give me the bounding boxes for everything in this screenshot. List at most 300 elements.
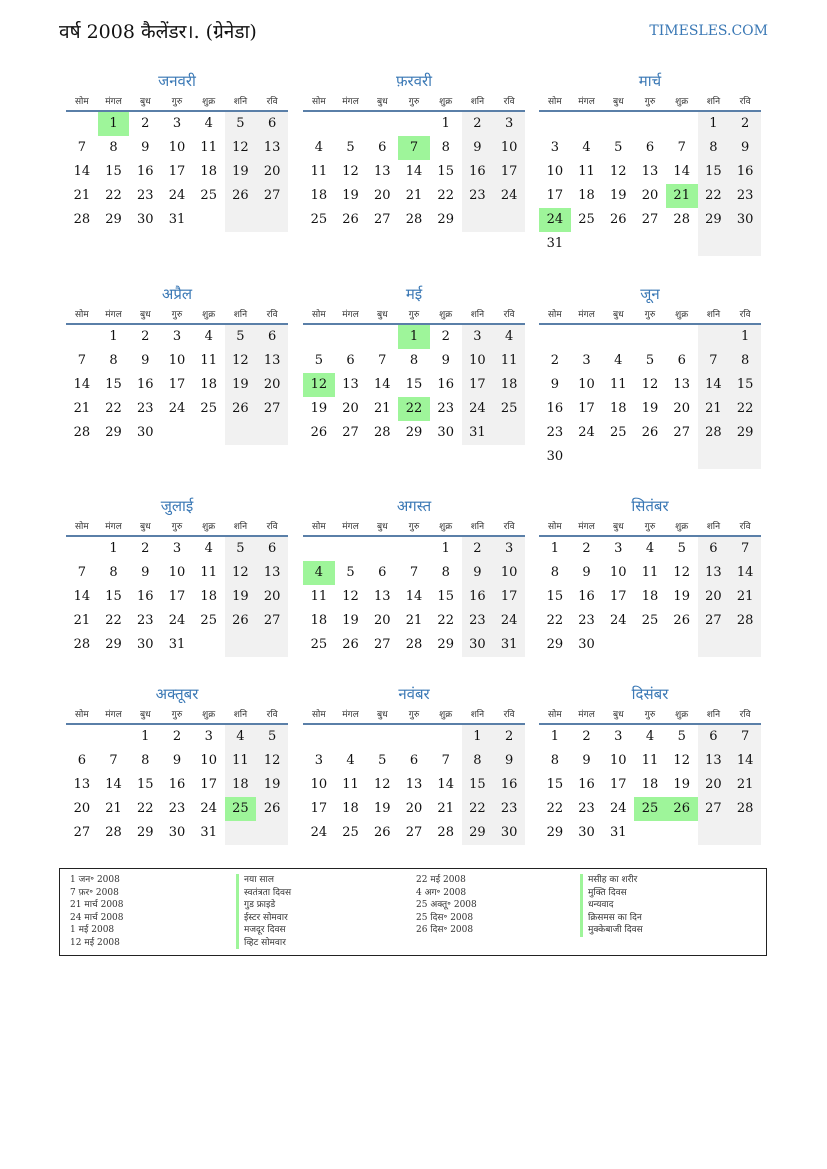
day-cell: 28 xyxy=(729,797,761,821)
day-cell: 9 xyxy=(582,565,591,580)
weekday-label: मंगल xyxy=(578,710,595,720)
empty-cell xyxy=(303,325,335,349)
day-cell: 14 xyxy=(698,373,730,397)
day-cell: 26 xyxy=(256,797,288,821)
month-name: दिसंबर xyxy=(631,685,669,703)
empty-cell xyxy=(193,208,225,232)
weekday-label: शनि xyxy=(706,310,721,320)
weekday-label: शनि xyxy=(233,522,248,532)
legend-entry: क्रिसमस का दिन xyxy=(580,912,643,925)
day-cell: 12 xyxy=(303,373,335,397)
weekday-header xyxy=(66,94,288,112)
empty-cell xyxy=(602,325,634,349)
weekday-label: गुरु xyxy=(644,710,656,720)
weekday-label: मंगल xyxy=(578,522,595,532)
weekday-label: सोम xyxy=(311,97,326,107)
weekday-header xyxy=(66,707,288,725)
day-cell: 28 xyxy=(405,637,423,652)
day-cell: 26 xyxy=(610,212,627,227)
day-cell: 28 xyxy=(673,212,690,227)
day-cell: 19 xyxy=(225,373,257,397)
empty-cell xyxy=(698,232,730,256)
weekday-label: सोम xyxy=(74,97,89,107)
weekday-label: शुक्र xyxy=(439,310,453,320)
legend-entry: मुक्ति दिवस xyxy=(580,887,643,900)
day-cell: 16 xyxy=(493,773,525,797)
day-cell: 16 xyxy=(462,585,494,609)
day-cell: 10 xyxy=(546,164,564,179)
day-cell: 24 xyxy=(168,401,186,416)
day-cell: 22 xyxy=(137,801,154,816)
day-cell: 1 xyxy=(550,729,559,744)
weekday-label: गुरु xyxy=(644,97,656,107)
day-cell: 20 xyxy=(256,585,288,609)
day-cell: 3 xyxy=(172,541,182,556)
empty-cell xyxy=(335,537,367,561)
empty-cell xyxy=(256,821,288,845)
day-cell: 13 xyxy=(698,749,730,773)
day-cell: 16 xyxy=(168,777,186,792)
empty-cell xyxy=(256,421,288,445)
legend-entry: व्हिट सोमवार xyxy=(236,937,291,950)
day-cell: 8 xyxy=(441,140,450,155)
day-cell: 15 xyxy=(105,589,122,604)
day-cell: 18 xyxy=(200,377,217,392)
day-cell: 3 xyxy=(314,753,323,768)
month-block xyxy=(66,497,288,657)
day-cell: 29 xyxy=(462,821,494,845)
day-cell: 29 xyxy=(546,825,564,840)
day-cell: 12 xyxy=(641,377,659,392)
day-cell: 10 xyxy=(168,565,186,580)
day-cell: 5 xyxy=(614,140,623,155)
day-cell: 5 xyxy=(346,565,355,580)
day-cell: 23 xyxy=(729,184,761,208)
weekday-label: शनि xyxy=(706,522,721,532)
day-cell: 17 xyxy=(578,401,595,416)
month-block xyxy=(303,497,525,657)
weekday-label: बुध xyxy=(612,522,624,532)
day-cell: 19 xyxy=(374,801,391,816)
weekday-label: रवि xyxy=(739,310,751,320)
day-cell: 13 xyxy=(698,561,730,585)
day-cell: 28 xyxy=(374,425,391,440)
legend-dates-right xyxy=(416,874,477,937)
day-cell: 18 xyxy=(342,801,359,816)
weekday-label: रवि xyxy=(266,310,278,320)
weekday-label: मंगल xyxy=(105,97,122,107)
day-cell: 21 xyxy=(729,773,761,797)
day-cell: 15 xyxy=(546,777,564,792)
legend-entry: 25 दिस॰ 2008 xyxy=(416,912,474,923)
legend-entry: मजदूर दिवस xyxy=(236,924,291,937)
day-cell: 30 xyxy=(137,212,154,227)
day-cell: 1 xyxy=(698,112,730,136)
day-cell: 27 xyxy=(73,825,91,840)
weekday-label: बुध xyxy=(376,522,388,532)
day-cell: 4 xyxy=(204,329,213,344)
day-cell: 12 xyxy=(342,164,359,179)
day-cell: 18 xyxy=(641,777,659,792)
day-cell: 22 xyxy=(105,613,122,628)
month-name: नवंबर xyxy=(398,685,430,703)
legend-entry: गुड फ्राइडे xyxy=(236,899,291,912)
day-cell: 22 xyxy=(698,184,730,208)
day-cell: 25 xyxy=(578,212,595,227)
day-cell: 22 xyxy=(546,613,564,628)
empty-cell xyxy=(256,633,288,657)
day-cell: 26 xyxy=(310,425,328,440)
day-cell: 20 xyxy=(698,585,730,609)
day-cell: 29 xyxy=(105,425,122,440)
day-cell: 11 xyxy=(493,349,525,373)
weekday-label: मंगल xyxy=(105,310,122,320)
day-cell: 13 xyxy=(73,777,91,792)
day-cell: 12 xyxy=(610,164,627,179)
weekday-label: सोम xyxy=(311,710,326,720)
day-cell: 4 xyxy=(582,140,591,155)
day-cell: 2 xyxy=(582,729,591,744)
day-cell: 16 xyxy=(137,164,154,179)
weekday-label: मंगल xyxy=(342,522,359,532)
weekday-label: सोम xyxy=(547,97,562,107)
day-cell: 27 xyxy=(342,425,359,440)
month-name: जुलाई xyxy=(160,497,194,515)
day-cell: 10 xyxy=(610,565,627,580)
day-cell: 26 xyxy=(666,797,698,821)
day-cell: 28 xyxy=(729,609,761,633)
day-grid xyxy=(303,725,525,845)
weekday-label: गुरु xyxy=(408,522,420,532)
day-cell: 19 xyxy=(256,773,288,797)
day-cell: 5 xyxy=(314,353,323,368)
day-cell: 18 xyxy=(493,373,525,397)
day-cell: 12 xyxy=(673,753,690,768)
day-cell: 6 xyxy=(256,112,288,136)
day-cell: 23 xyxy=(493,797,525,821)
empty-cell xyxy=(666,325,698,349)
day-cell: 3 xyxy=(614,729,623,744)
day-cell: 19 xyxy=(342,613,359,628)
day-cell: 5 xyxy=(378,753,387,768)
day-cell: 13 xyxy=(374,589,391,604)
day-cell: 15 xyxy=(729,373,761,397)
weekday-label: रवि xyxy=(266,97,278,107)
weekday-label: रवि xyxy=(503,522,515,532)
empty-cell xyxy=(698,325,730,349)
empty-cell xyxy=(161,421,193,445)
day-cell: 7 xyxy=(441,753,450,768)
day-cell: 10 xyxy=(168,140,186,155)
day-cell: 17 xyxy=(168,377,186,392)
empty-cell xyxy=(225,421,257,445)
day-cell: 23 xyxy=(437,401,454,416)
day-cell: 24 xyxy=(610,613,627,628)
day-grid xyxy=(66,325,288,445)
day-cell: 29 xyxy=(698,208,730,232)
legend-entry: 21 मार्च 2008 xyxy=(70,900,124,910)
empty-cell xyxy=(366,537,398,561)
day-cell: 4 xyxy=(314,140,323,155)
day-cell: 5 xyxy=(346,140,355,155)
empty-cell xyxy=(666,821,698,845)
empty-cell xyxy=(539,325,571,349)
day-cell: 22 xyxy=(105,188,122,203)
empty-cell xyxy=(571,232,603,256)
day-cell: 15 xyxy=(546,589,564,604)
day-cell: 15 xyxy=(137,777,154,792)
empty-cell xyxy=(430,725,462,749)
weekday-label: शुक्र xyxy=(202,97,216,107)
site-link[interactable]: TIMESLES.COM xyxy=(649,23,768,39)
day-cell: 1 xyxy=(729,325,761,349)
day-cell: 30 xyxy=(437,425,454,440)
weekday-header xyxy=(303,707,525,725)
day-cell: 3 xyxy=(582,353,591,368)
day-cell: 29 xyxy=(437,212,454,227)
day-cell: 14 xyxy=(673,164,690,179)
day-cell: 4 xyxy=(614,353,623,368)
day-cell: 18 xyxy=(310,613,328,628)
day-cell: 31 xyxy=(200,825,217,840)
day-cell: 31 xyxy=(610,825,627,840)
day-cell: 23 xyxy=(137,401,154,416)
day-cell: 31 xyxy=(546,236,564,251)
month-block xyxy=(66,285,288,445)
day-cell: 21 xyxy=(73,401,91,416)
empty-cell xyxy=(634,821,666,845)
day-cell: 20 xyxy=(256,373,288,397)
legend-entry: धन्यवाद xyxy=(580,899,643,912)
empty-cell xyxy=(256,208,288,232)
weekday-header xyxy=(66,519,288,537)
day-cell: 8 xyxy=(109,353,118,368)
day-cell: 27 xyxy=(405,825,423,840)
day-cell: 9 xyxy=(493,749,525,773)
day-cell: 9 xyxy=(462,136,494,160)
empty-cell xyxy=(462,208,494,232)
weekday-label: शनि xyxy=(470,710,485,720)
day-cell: 24 xyxy=(200,801,217,816)
day-cell: 25 xyxy=(225,797,257,821)
day-cell: 11 xyxy=(200,565,217,580)
day-cell: 9 xyxy=(141,140,150,155)
day-cell: 4 xyxy=(493,325,525,349)
day-cell: 9 xyxy=(462,561,494,585)
empty-cell xyxy=(729,633,761,657)
day-cell: 28 xyxy=(405,212,423,227)
month-name: फ़रवरी xyxy=(395,72,433,90)
empty-cell xyxy=(666,112,698,136)
day-cell: 18 xyxy=(200,164,217,179)
day-cell: 23 xyxy=(546,425,564,440)
day-cell: 7 xyxy=(77,565,86,580)
day-cell: 9 xyxy=(141,353,150,368)
day-cell: 18 xyxy=(610,401,627,416)
day-cell: 20 xyxy=(342,401,359,416)
day-cell: 17 xyxy=(462,373,494,397)
day-cell: 2 xyxy=(729,112,761,136)
weekday-label: शुक्र xyxy=(202,310,216,320)
day-cell: 20 xyxy=(698,773,730,797)
day-cell: 21 xyxy=(405,613,423,628)
day-cell: 8 xyxy=(698,136,730,160)
holiday-legend xyxy=(59,868,767,956)
day-cell: 5 xyxy=(225,537,257,561)
day-cell: 11 xyxy=(225,749,257,773)
day-cell: 25 xyxy=(200,188,217,203)
day-cell: 3 xyxy=(550,140,559,155)
day-cell: 11 xyxy=(641,565,659,580)
empty-cell xyxy=(698,821,730,845)
day-cell: 22 xyxy=(398,397,430,421)
day-grid xyxy=(539,325,761,469)
day-cell: 27 xyxy=(641,212,659,227)
day-cell: 10 xyxy=(168,353,186,368)
day-cell: 29 xyxy=(105,212,122,227)
day-cell: 7 xyxy=(109,753,118,768)
empty-cell xyxy=(366,112,398,136)
weekday-label: गुरु xyxy=(171,97,183,107)
day-cell: 19 xyxy=(225,585,257,609)
day-cell: 17 xyxy=(493,160,525,184)
day-cell: 27 xyxy=(256,397,288,421)
legend-entry: मसीह का शरीर xyxy=(580,874,643,887)
weekday-label: मंगल xyxy=(578,310,595,320)
day-cell: 18 xyxy=(200,589,217,604)
weekday-label: शनि xyxy=(233,710,248,720)
empty-cell xyxy=(571,325,603,349)
day-cell: 26 xyxy=(225,397,257,421)
month-block xyxy=(303,285,525,445)
day-cell: 30 xyxy=(168,825,186,840)
day-cell: 14 xyxy=(73,377,91,392)
day-grid xyxy=(539,112,761,256)
day-cell: 23 xyxy=(462,184,494,208)
weekday-header xyxy=(539,307,761,325)
day-cell: 1 xyxy=(398,325,430,349)
empty-cell xyxy=(193,633,225,657)
day-cell: 19 xyxy=(310,401,328,416)
empty-cell xyxy=(98,725,130,749)
day-cell: 21 xyxy=(405,188,423,203)
day-cell: 15 xyxy=(462,773,494,797)
day-cell: 28 xyxy=(698,421,730,445)
day-cell: 4 xyxy=(346,753,355,768)
weekday-label: शुक्र xyxy=(675,97,689,107)
weekday-label: गुरु xyxy=(408,710,420,720)
day-cell: 5 xyxy=(677,729,686,744)
empty-cell xyxy=(303,112,335,136)
legend-entry: 7 फ़र॰ 2008 xyxy=(70,887,119,898)
day-cell: 27 xyxy=(256,184,288,208)
day-cell: 3 xyxy=(462,325,494,349)
day-cell: 31 xyxy=(168,637,186,652)
weekday-label: शुक्र xyxy=(675,310,689,320)
day-cell: 22 xyxy=(437,188,454,203)
legend-entry: 26 दिस॰ 2008 xyxy=(416,925,474,935)
day-cell: 6 xyxy=(409,753,419,768)
empty-cell xyxy=(634,445,666,469)
weekday-label: बुध xyxy=(612,710,624,720)
month-block xyxy=(303,685,525,845)
weekday-label: शुक्र xyxy=(439,97,453,107)
day-cell: 29 xyxy=(137,825,154,840)
legend-entry: 4 अग॰ 2008 xyxy=(416,887,467,898)
legend-entry: 22 मई 2008 xyxy=(416,875,466,885)
day-cell: 19 xyxy=(673,589,690,604)
day-cell: 26 xyxy=(673,613,690,628)
empty-cell xyxy=(666,633,698,657)
day-cell: 25 xyxy=(493,397,525,421)
day-cell: 14 xyxy=(437,777,454,792)
day-cell: 8 xyxy=(141,753,150,768)
weekday-header xyxy=(539,94,761,112)
day-cell: 20 xyxy=(673,401,690,416)
day-cell: 24 xyxy=(578,425,595,440)
empty-cell xyxy=(698,633,730,657)
weekday-label: शनि xyxy=(706,97,721,107)
day-cell: 13 xyxy=(342,377,359,392)
day-cell: 2 xyxy=(441,329,450,344)
day-cell: 26 xyxy=(641,425,659,440)
day-cell: 7 xyxy=(398,136,430,160)
day-cell: 4 xyxy=(645,541,655,556)
day-cell: 30 xyxy=(729,208,761,232)
weekday-label: शनि xyxy=(233,310,248,320)
day-cell: 16 xyxy=(462,160,494,184)
day-cell: 10 xyxy=(200,753,217,768)
day-cell: 5 xyxy=(677,541,686,556)
month-name: अप्रैल xyxy=(161,285,193,303)
empty-cell xyxy=(729,821,761,845)
empty-cell xyxy=(493,208,525,232)
day-cell: 8 xyxy=(109,140,118,155)
day-cell: 21 xyxy=(73,188,91,203)
day-cell: 30 xyxy=(137,425,154,440)
legend-entry: 24 मार्च 2008 xyxy=(70,912,124,923)
day-cell: 3 xyxy=(172,116,182,131)
empty-cell xyxy=(193,421,225,445)
month-name: अगस्त xyxy=(396,497,432,515)
day-cell: 5 xyxy=(645,353,655,368)
day-cell: 14 xyxy=(729,749,761,773)
day-grid xyxy=(66,725,288,845)
day-cell: 18 xyxy=(310,188,328,203)
day-cell: 14 xyxy=(405,589,423,604)
day-cell: 25 xyxy=(200,613,217,628)
day-cell: 23 xyxy=(137,613,154,628)
month-name: जनवरी xyxy=(158,72,196,90)
day-cell: 12 xyxy=(673,565,690,580)
weekday-label: गुरु xyxy=(171,522,183,532)
day-cell: 13 xyxy=(256,561,288,585)
weekday-label: रवि xyxy=(739,522,751,532)
day-cell: 2 xyxy=(141,329,150,344)
day-grid xyxy=(303,112,525,232)
day-cell: 7 xyxy=(729,537,761,561)
day-cell: 20 xyxy=(405,801,423,816)
empty-cell xyxy=(225,633,257,657)
day-cell: 18 xyxy=(225,773,257,797)
month-block xyxy=(539,285,761,469)
day-cell: 29 xyxy=(729,421,761,445)
day-cell: 27 xyxy=(673,425,690,440)
day-cell: 9 xyxy=(441,353,450,368)
weekday-label: रवि xyxy=(739,97,751,107)
day-cell: 11 xyxy=(578,164,595,179)
weekday-header xyxy=(303,307,525,325)
